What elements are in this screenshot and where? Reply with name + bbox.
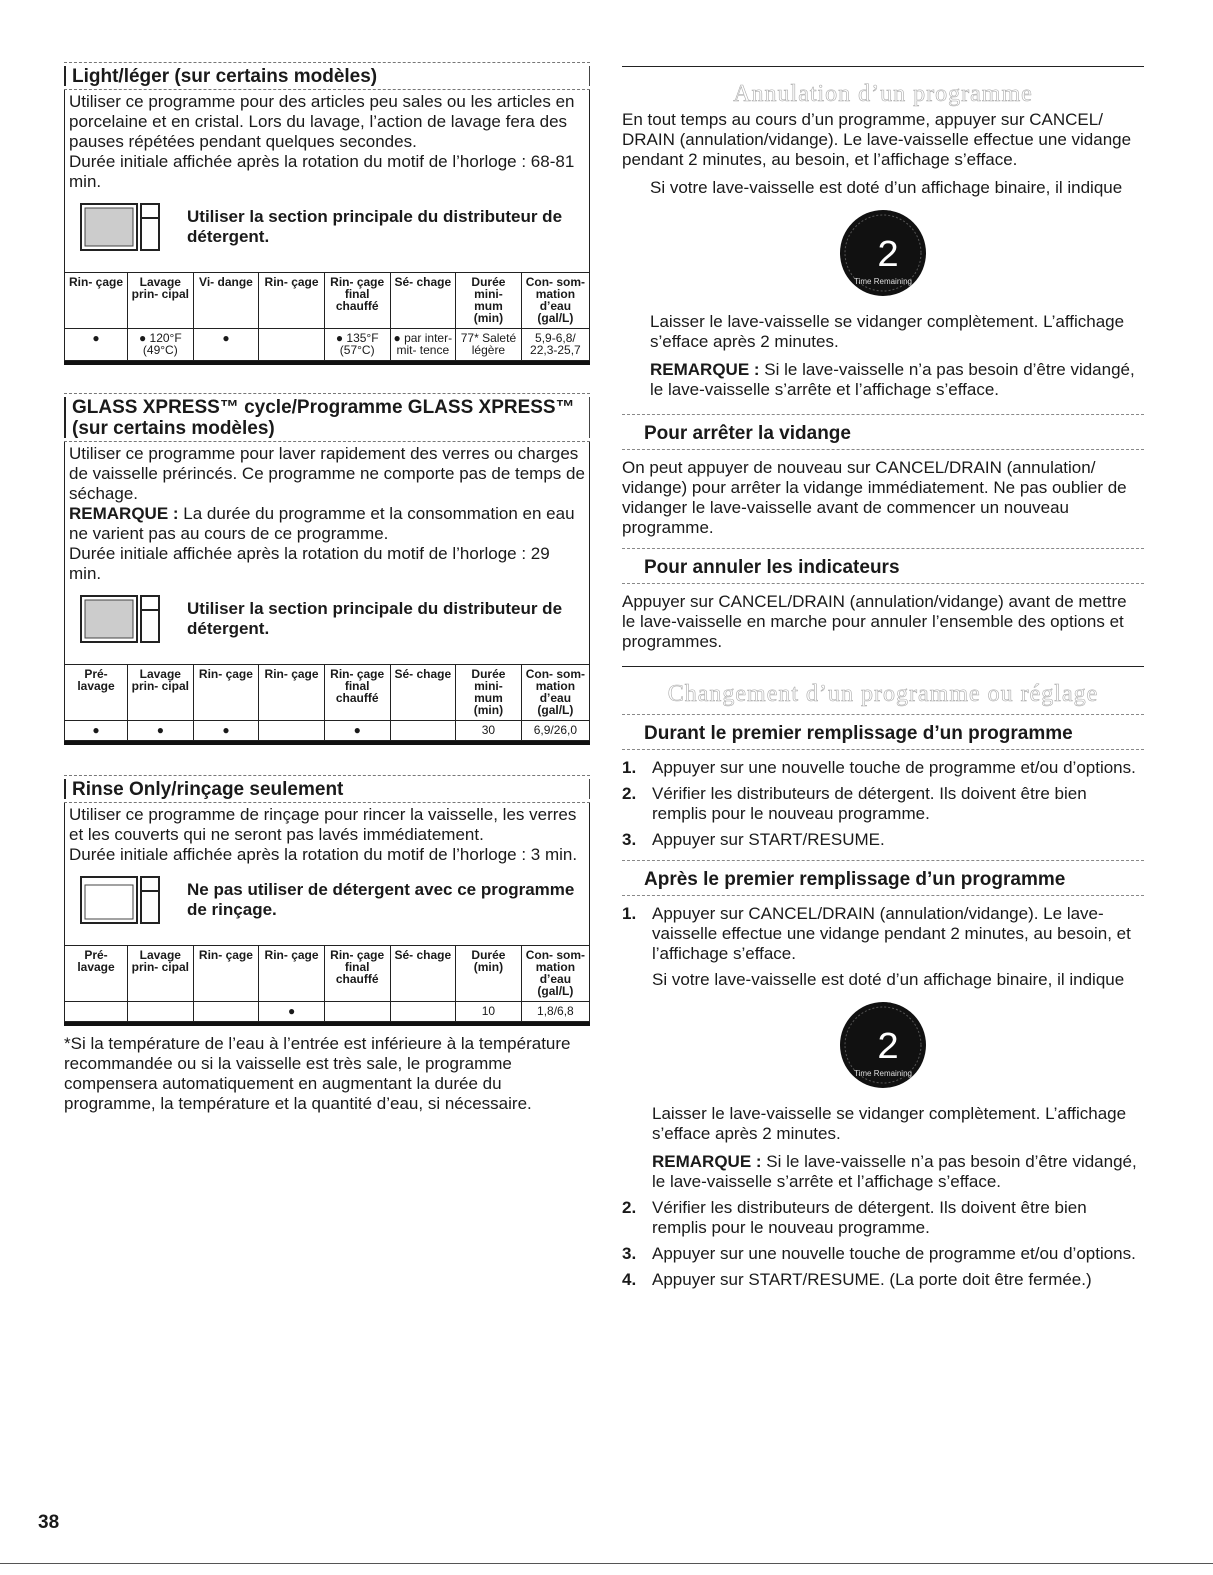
detergent-dispenser-icon	[79, 594, 161, 644]
table-cell: 6,9/26,0	[521, 721, 589, 741]
table-header: Lavage prin- cipal	[128, 946, 194, 1002]
after-fill-steps	[622, 904, 1144, 1290]
footnote: *Si la température de l’eau à l’entrée est inférieure à la température recommandée ou si la vaisselle est très sale, le programme compensera automatiquement en augmentant la durée du programme, la température et la quantité d’eau, si nécessaire.	[64, 1034, 571, 1113]
table-header: Durée mini- mum (min)	[456, 665, 522, 721]
first-fill-steps	[622, 758, 1144, 850]
list-item: 3. Appuyer sur START/RESUME.	[622, 830, 885, 849]
table-header: Lavage prin- cipal	[128, 273, 194, 329]
table-cell: 77* Saleté légère	[456, 329, 522, 361]
drain-paragraph: Laisser le lave-vaisselle se vidanger complètement. L’affichage s’efface après 2 minutes.	[650, 312, 1125, 351]
table-header: Rin- çage final chauffé	[324, 665, 390, 721]
stop-paragraph: On peut appuyer de nouveau sur CANCEL/DRAIN (annulation/ vidange) pour arrêter la vidange immédiatement. Ne pas oublier de vidanger le lave-vaisselle avant de commencer un nouveau programme.	[622, 458, 1127, 537]
section-body	[64, 90, 590, 272]
light-section	[64, 62, 590, 365]
remark-label: REMARQUE :	[650, 360, 760, 379]
table-header: Durée mini- mum (min)	[456, 273, 522, 329]
table-header: Rin- çage	[259, 665, 325, 721]
table-header: Lavage prin- cipal	[128, 665, 194, 721]
list-item: 1. Appuyer sur CANCEL/DRAIN (annulation/vidange). Le lave-vaisselle effectue une vidange pendant 2 minutes, au besoin, et l’affichage s’efface. Si votre lave-vaisselle est doté d’un affichage binaire, il indique 2 Time Remaining Laisser le lave-vaisselle se vidanger complètement. L’affichage s’efface après 2 minutes. REMARQUE : Si le lave-vaisselle n’a pas besoin d’être vidangé, le lave-vaisselle s’arrête et l’affichage s’efface.	[622, 904, 1144, 1192]
section-body	[64, 442, 590, 664]
table-bottom-rule	[64, 361, 590, 365]
table-cell: ●	[128, 721, 194, 741]
duration-text: Durée initiale affichée après la rotation du motif de l’horloge : 68-81 min.	[69, 152, 575, 191]
section-title: GLASS XPRESS™ cycle/Programme GLASS XPRESS™ (sur certains modèles)	[64, 393, 590, 442]
table-header: Rin- çage final chauffé	[324, 273, 390, 329]
remark	[622, 360, 1144, 400]
detergent-dispenser-icon	[79, 202, 161, 252]
table-cell: ● par inter- mit- tence	[390, 329, 456, 361]
cycle-table	[64, 945, 590, 1022]
remark	[69, 504, 585, 544]
table-header: Rin- çage	[259, 273, 325, 329]
bottom-rule	[0, 1563, 1213, 1564]
remark-label: REMARQUE :	[652, 1152, 762, 1171]
table-header: Rin- çage	[193, 946, 259, 1002]
table-header: Sé- chage	[390, 665, 456, 721]
table-cell: 5,9-6,8/ 22,3-25,7	[521, 329, 589, 361]
table-cell: ● 135°F (57°C)	[324, 329, 390, 361]
description: Utiliser ce programme pour des articles peu sales ou les articles en porcelaine et en cristal. Lors du lavage, l’action de lavage fera des pauses répétées pendant quelques secondes.	[69, 92, 575, 151]
table-header: Rin- çage	[193, 665, 259, 721]
remark-text: La durée du programme et la consommation en eau ne varient pas au cours de ce programme.	[69, 504, 575, 543]
table-cell	[65, 1002, 128, 1022]
table-cell: ●	[324, 721, 390, 741]
table-header: Durée (min)	[456, 946, 522, 1002]
table-header: Pré- lavage	[65, 946, 128, 1002]
section-rule	[622, 666, 1144, 667]
table-cell: ●	[65, 721, 128, 741]
detergent-instruction: Ne pas utiliser de détergent avec ce programme de rinçage.	[187, 880, 575, 919]
table-header: Sé- chage	[390, 946, 456, 1002]
subsection-title-first-fill: Durant le premier remplissage d’un programme	[622, 714, 1144, 750]
time-remaining-display-icon	[838, 1000, 928, 1090]
table-header: Con- som- mation d’eau (gal/L)	[521, 273, 589, 329]
table-header: Rin- çage final chauffé	[324, 946, 390, 1002]
table-header: Con- som- mation d’eau (gal/L)	[521, 946, 589, 1002]
glass-xpress-section	[64, 393, 590, 745]
table-header: Rin- çage	[259, 946, 325, 1002]
description: Utiliser ce programme pour laver rapidement des verres ou charges de vaisselle prérincés. Ce programme ne comporte pas de temps de séchage.	[69, 444, 585, 503]
detergent-note	[69, 865, 585, 939]
section-title-cancel: Annulation d’un programme	[733, 81, 1033, 107]
remark	[652, 1152, 1144, 1192]
drain-paragraph: Laisser le lave-vaisselle se vidanger complètement. L’affichage s’efface après 2 minutes.	[652, 1104, 1127, 1143]
table-header: Rin- çage	[65, 273, 128, 329]
display-graphic	[622, 1000, 1144, 1090]
detergent-instruction: Utiliser la section principale du distributeur de détergent.	[187, 599, 563, 638]
table-row	[65, 1002, 590, 1022]
table-bottom-rule	[64, 741, 590, 745]
remark-text: Si le lave-vaisselle n’a pas besoin d’être vidangé, le lave-vaisselle s’arrête et l’affichage s’efface.	[650, 360, 1135, 399]
detergent-note	[69, 584, 585, 658]
list-item: 3. Appuyer sur une nouvelle touche de programme et/ou d’options.	[622, 1244, 1136, 1263]
remark-label: REMARQUE :	[69, 504, 179, 523]
table-header: Vi- dange	[193, 273, 259, 329]
table-header-row	[65, 946, 590, 1002]
binary-display-note: Si votre lave-vaisselle est doté d’un affichage binaire, il indique	[650, 178, 1123, 197]
table-header-row	[65, 273, 590, 329]
detergent-instruction: Utiliser la section principale du distributeur de détergent.	[187, 207, 563, 246]
subsection-title-stop: Pour arrêter la vidange	[622, 414, 1144, 450]
table-header: Sé- chage	[390, 273, 456, 329]
table-header: Pré- lavage	[65, 665, 128, 721]
table-cell: 30	[456, 721, 522, 741]
display-label: Time Remaining	[854, 1069, 912, 1078]
table-cell: ● 120°F (49°C)	[128, 329, 194, 361]
table-cell: ●	[65, 329, 128, 361]
table-cell	[193, 1002, 259, 1022]
table-header: Con- som- mation d’eau (gal/L)	[521, 665, 589, 721]
list-item: 2. Vérifier les distributeurs de détergent. Ils doivent être bien remplis pour le nouveau programme.	[622, 1198, 1087, 1237]
section-title: Light/léger (sur certains modèles)	[64, 62, 590, 90]
left-column	[64, 62, 590, 1131]
section-title: Rinse Only/rinçage seulement	[64, 775, 590, 803]
table-cell	[390, 721, 456, 741]
display-graphic	[622, 208, 1144, 298]
display-label: Time Remaining	[854, 277, 912, 286]
list-item: 2. Vérifier les distributeurs de détergent. Ils doivent être bien remplis pour le nouveau programme.	[622, 784, 1087, 823]
table-header-row	[65, 665, 590, 721]
rinse-only-section	[64, 775, 590, 1026]
table-cell: ●	[193, 329, 259, 361]
binary-display-note: Si votre lave-vaisselle est doté d’un affichage binaire, il indique	[652, 970, 1125, 989]
subsection-title-indicators: Pour annuler les indicateurs	[622, 548, 1144, 584]
duration-text: Durée initiale affichée après la rotation du motif de l’horloge : 29 min.	[69, 544, 550, 583]
detergent-note	[69, 192, 585, 266]
table-bottom-rule	[64, 1022, 590, 1026]
section-body	[64, 803, 590, 945]
table-cell	[128, 1002, 194, 1022]
cycle-table	[64, 664, 590, 741]
list-item: 1. Appuyer sur une nouvelle touche de programme et/ou d’options.	[622, 758, 1136, 777]
duration-text: Durée initiale affichée après la rotation du motif de l’horloge : 3 min.	[69, 845, 578, 864]
table-row	[65, 329, 590, 361]
table-cell: 1,8/6,8	[521, 1002, 589, 1022]
table-cell: ●	[259, 1002, 325, 1022]
display-digit: 2	[876, 235, 900, 278]
description: Utiliser ce programme de rinçage pour rincer la vaisselle, les verres et les couverts qui ne seront pas lavés immédiatement.	[69, 805, 577, 844]
remark-text: Si le lave-vaisselle n’a pas besoin d’être vidangé, le lave-vaisselle s’arrête et l’affichage s’efface.	[652, 1152, 1137, 1191]
top-rule	[622, 66, 1144, 67]
cycle-table	[64, 272, 590, 361]
table-cell	[259, 721, 325, 741]
right-column	[622, 66, 1144, 1296]
table-cell: ●	[193, 721, 259, 741]
time-remaining-display-icon	[838, 208, 928, 298]
table-cell: 10	[456, 1002, 522, 1022]
table-cell	[390, 1002, 456, 1022]
indicators-paragraph: Appuyer sur CANCEL/DRAIN (annulation/vidange) avant de mettre le lave-vaisselle en marche pour annuler l’ensemble des options et programmes.	[622, 592, 1127, 651]
cancel-paragraph: En tout temps au cours d’un programme, appuyer sur CANCEL/ DRAIN (annulation/vidange). Le lave-vaisselle effectue une vidange pendant 2 minutes, au besoin, et l’affichage s’efface.	[622, 110, 1132, 169]
subsection-title-after-fill: Après le premier remplissage d’un programme	[622, 860, 1144, 896]
display-digit: 2	[876, 1027, 900, 1070]
table-row	[65, 721, 590, 741]
table-cell	[259, 329, 325, 361]
table-cell	[324, 1002, 390, 1022]
page-number: 38	[38, 1512, 60, 1533]
empty-dispenser-icon	[79, 875, 161, 925]
section-title-change: Changement d’un programme ou réglage	[667, 681, 1099, 707]
list-item: 4. Appuyer sur START/RESUME. (La porte doit être fermée.)	[622, 1270, 1092, 1289]
